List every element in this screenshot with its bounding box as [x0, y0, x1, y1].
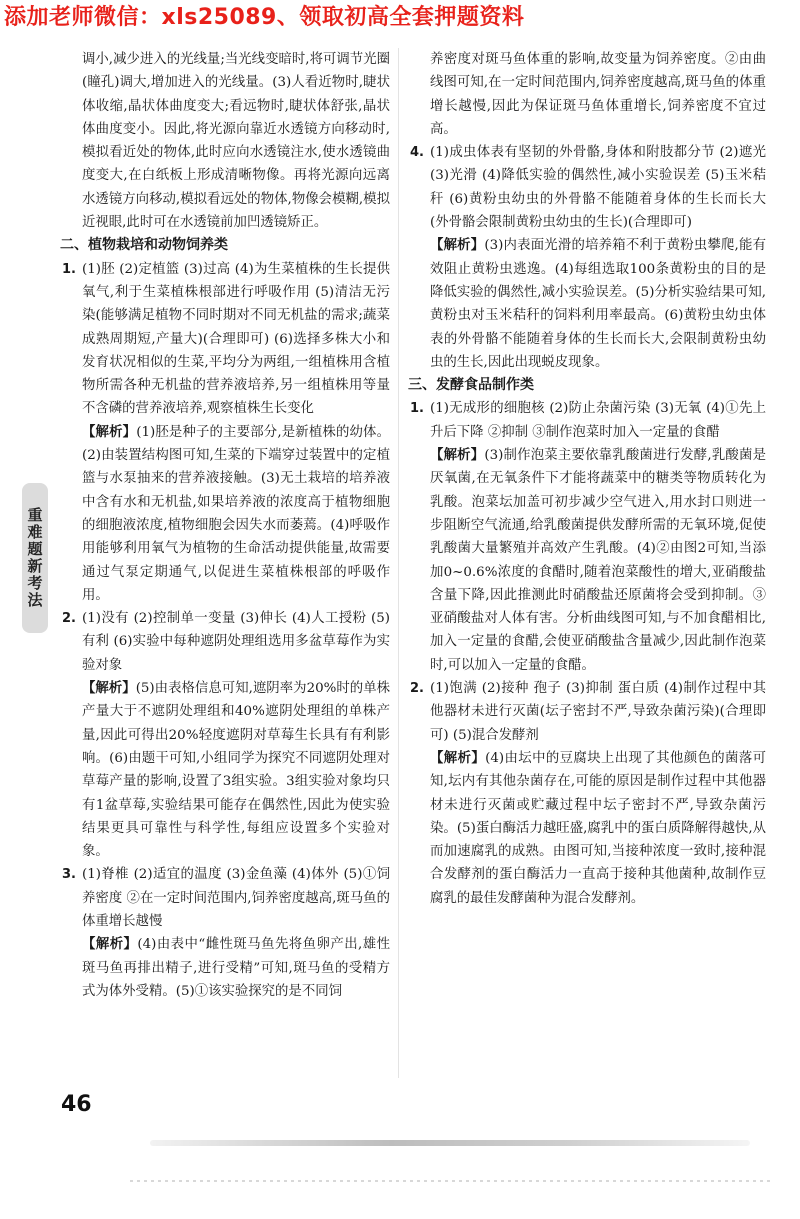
answer-item-r1: [408, 397, 766, 677]
continued-paragraph: 养密度对斑马鱼体重的影响,故变量为饲养密度。②由曲线图可知,在一定时间范围内,饲养密度越高,斑马鱼的体重增长越慢,因此为保证斑马鱼体重增长,饲养密度不宜过高。: [430, 52, 766, 137]
answer-text: (1)胚 (2)定植篮 (3)过高 (4)为生菜植株的生长提供氧气,利于生菜植株根部进行呼吸作用 (5)清洁无污染(能够满足植物不同时期对不同无机盐的需求;蔬菜成熟周期短,产量大)(合理即可) (6)选择多株大小和发育状况相似的生菜,平均分为两组,一组植株用含植物所需各种无机盐的营养液培养,另一组植株用等量不含磷的营养液培养,观察植株生长变化: [82, 261, 390, 417]
answer-item-2: [60, 607, 390, 863]
answer-text: (1)没有 (2)控制单一变量 (3)伸长 (4)人工授粉 (5)有利 (6)实验中每种遮阴处理组选用多盆草莓作为实验对象: [82, 611, 390, 673]
continued-paragraph: 调小,减少进入的光线量;当光线变暗时,将可调节光圈(瞳孔)调大,增加进入的光线量。(3)人看近物时,睫状体收缩,晶状体曲度变大;看远物时,睫状体舒张,晶状体曲度变小。因此,将光源向靠近水透镜方向移动时,模拟看近处的物体,此时应向水透镜注水,使水透镜曲度变大,在白纸板上形成清晰物像。再将光源向远离水透镜方向移动,模拟看远处的物体,物像会模糊,模拟近视眼,此时可在水透镜前加凹透镜矫正。: [82, 52, 390, 231]
explanation-text: (3)内表面光滑的培养箱不利于黄粉虫攀爬,能有效阻止黄粉虫逃逸。(4)每组选取100条黄粉虫的目的是降低实验的偶然性,减小实验误差。(5)分析实验结果可知,黄粉虫对玉米秸秆的饲料利用率最高。(6)黄粉虫幼虫体表的外骨骼不能随着身体的生长而长大,会限制黄粉虫幼虫的生长,因此出现蜕皮现象。: [430, 238, 766, 370]
explanation-text: (3)制作泡菜主要依靠乳酸菌进行发酵,乳酸菌是厌氧菌,在无氧条件下才能将蔬菜中的糖类等物质转化为乳酸。泡菜坛加盖可初步减少空气进入,用水封口则进一步阻断空气流通,给乳酸菌提供发酵所需的无氧环境,促使乳酸菌大量繁殖并高效产生乳酸。(4)②由图2可知,当添加0~0.6%浓度的食醋时,随着泡菜酸性的增大,亚硝酸盐含量下降,因此推测此时硝酸盐还原菌将会受到抑制。③亚硝酸盐对人体有害。分析曲线图可知,与不加食醋相比,加入一定量的食醋,会使亚硝酸盐含量减少,因此制作泡菜时,可以加入一定量的食醋。: [430, 448, 766, 673]
answer-text: (1)脊椎 (2)适宜的温度 (3)金鱼藻 (4)体外 (5)①饲养密度 ②在一定时间范围内,饲养密度越高,斑马鱼的体重增长越慢: [82, 867, 390, 929]
explanation-label: 【解析】: [82, 681, 136, 697]
explanation-text: (1)胚是种子的主要部分,是新植株的幼体。(2)由装置结构图可知,生菜的下端穿过装置中的定植篮与水泵抽来的营养液接触。(3)无土栽培的培养液中含有水和无机盐,如果培养液的浓度高于植物细胞的细胞液浓度,植物细胞会因失水而萎蔫。(4)呼吸作用能够利用氧气为植物的生命活动提供能量,故需要通过气泵定期通气,以促进生菜植株根部的呼吸作用。: [82, 424, 390, 603]
side-tab-label: 重难题新考法: [25, 507, 44, 609]
section-heading-fermentation: 三、发酵食品制作类: [408, 377, 534, 394]
answer-item-3: [60, 863, 390, 1003]
side-tab: [22, 483, 48, 633]
footer-rule: [150, 1140, 750, 1146]
promo-banner: 添加老师微信：xls25089、领取初高全套押题资料: [4, 5, 525, 30]
item-number: 3.: [62, 867, 76, 883]
section-heading-plants-animals: 二、植物栽培和动物饲养类: [60, 237, 228, 254]
item-number: 1.: [410, 401, 424, 417]
answer-item-r2: [408, 677, 766, 910]
item-number: 2.: [410, 681, 424, 697]
answer-item-1: [60, 258, 390, 607]
answer-text: (1)无成形的细胞核 (2)防止杂菌污染 (3)无氧 (4)①先上升后下降 ②抑制 ③制作泡菜时加入一定量的食醋: [430, 401, 766, 440]
explanation-text: (4)由表中“雌性斑马鱼先将鱼卵产出,雄性斑马鱼再排出精子,进行受精”可知,斑马鱼的受精方式为体外受精。(5)①该实验探究的是不同饲: [82, 937, 390, 999]
item-number: 4.: [410, 145, 424, 161]
explanation-label: 【解析】: [430, 238, 485, 254]
right-column: [408, 48, 766, 910]
item-number: 2.: [62, 611, 76, 627]
left-column: [60, 48, 390, 1003]
explanation-text: (4)由坛中的豆腐块上出现了其他颜色的菌落可知,坛内有其他杂菌存在,可能的原因是制作过程中其他器材未进行灭菌或贮藏过程中坛子密封不严,导致杂菌污染。(5)蛋白酶活力越旺盛,腐乳中的蛋白质降解得越快,从而加速腐乳的成熟。由图可知,当接种浓度一致时,接种混合发酵剂的蛋白酶活力一直高于接种其他菌种,故制作豆腐乳的最佳发酵菌种为混合发酵剂。: [430, 750, 767, 906]
explanation-label: 【解析】: [82, 424, 137, 440]
column-divider: [398, 48, 399, 1078]
explanation-label: 【解析】: [82, 937, 138, 953]
answer-text: (1)成虫体表有坚韧的外骨骼,身体和附肢都分节 (2)遮光 (3)光滑 (4)降低实验的偶然性,减小实验误差 (5)玉米秸秆 (6)黄粉虫幼虫的外骨骼不能随着身体的生长而长大(外骨骼会限制黄粉虫幼虫的生长)(合理即可): [430, 145, 766, 231]
answer-text: (1)饱满 (2)接种 孢子 (3)抑制 蛋白质 (4)制作过程中其他器材未进行灭菌(坛子密封不严,导致杂菌污染)(合理即可) (5)混合发酵剂: [430, 681, 766, 743]
footer-dots: [130, 1180, 770, 1182]
answer-item-4: [408, 141, 766, 374]
page-number: 46: [61, 1092, 92, 1117]
explanation-label: 【解析】: [430, 448, 485, 464]
explanation-label: 【解析】: [430, 750, 486, 766]
explanation-text: (5)由表格信息可知,遮阴率为20%时的单株产量大于不遮阴处理组和40%遮阴处理组的单株产量,因此可得出20%轻度遮阴对草莓生长具有有利影响。(6)由题干可知,小组同学为探究不同遮阴处理对草莓产量的影响,设置了3组实验。3组实验对象均只有1盆草莓,实验结果可能存在偶然性,因此为使实验结果更具可靠性与科学性,每组应设置多个实验对象。: [82, 681, 391, 860]
item-number: 1.: [62, 261, 76, 277]
